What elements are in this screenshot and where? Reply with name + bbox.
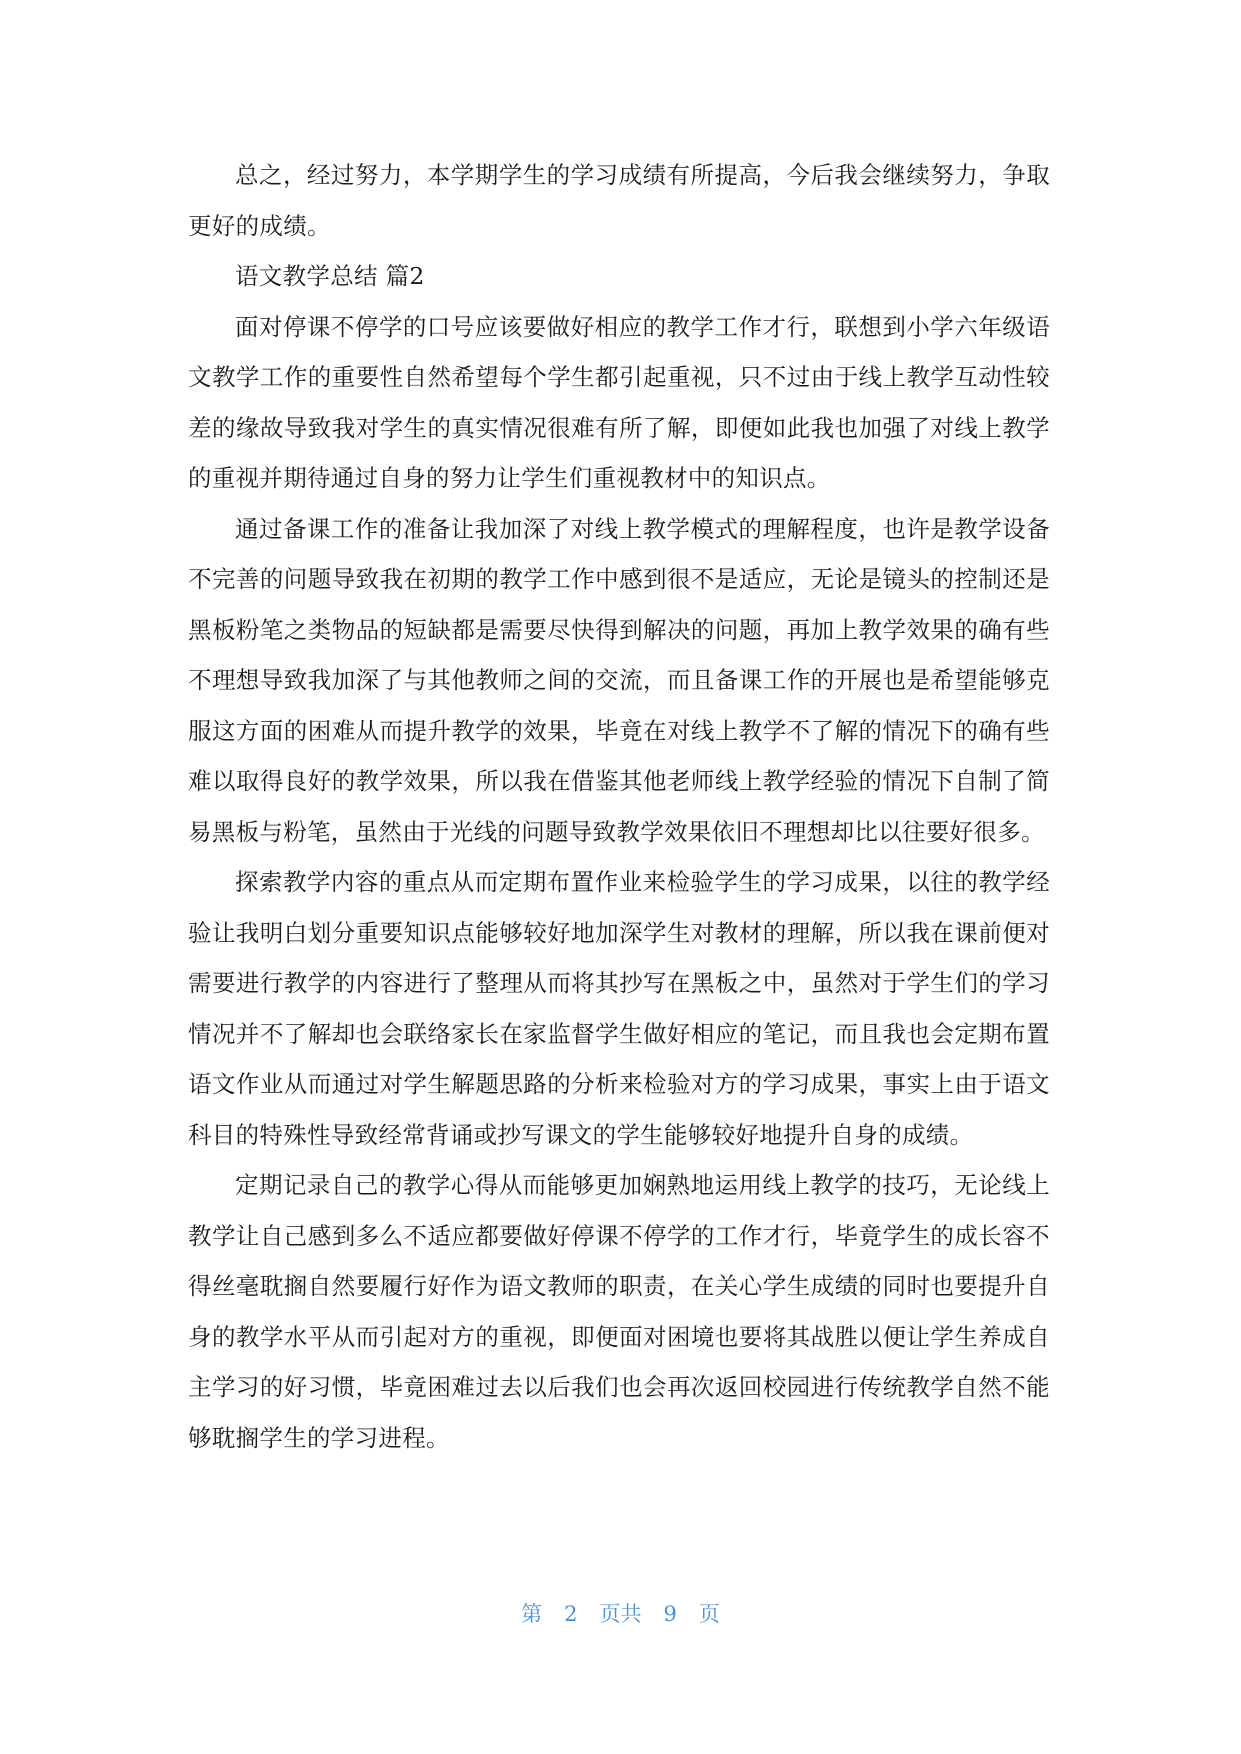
footer-suffix: 页 (698, 1602, 720, 1626)
footer-middle: 页共 (599, 1602, 642, 1626)
page-footer (0, 1598, 1241, 1628)
footer-total-pages: 9 (663, 1602, 677, 1626)
paragraph-lesson-prep: 通过备课工作的准备让我加深了对线上教学模式的理解程度，也许是教学设备不完善的问题导致我在初期的教学工作中感到很不是适应，无论是镜头的控制还是黑板粉笔之类物品的短缺都是需要尽快得到解决的问题，再加上教学效果的确有些不理想导致我加深了与其他教师之间的交流，而且备课工作的开展也是希望能够克服这方面的困难从而提升教学的效果，毕竟在对线上教学不了解的情况下的确有些难以取得良好的教学效果，所以我在借鉴其他老师线上教学经验的情况下自制了简易黑板与粉笔，虽然由于光线的问题导致教学效果依旧不理想却比以往要好很多。 (188, 514, 1050, 846)
paragraph-homework: 探索教学内容的重点从而定期布置作业来检验学生的学习成果，以往的教学经验让我明白划分重要知识点能够较好地加深学生对教材的理解，所以我在课前便对需要进行教学的内容进行了整理从而将其抄写在黑板之中，虽然对于学生们的学习情况并不了解却也会联络家长在家监督学生做好相应的笔记，而且我也会定期布置语文作业从而通过对学生解题思路的分析来检验对方的学习成果，事实上由于语文科目的特殊性导致经常背诵或抄写课文的学生能够较好地提升自身的成绩。 (188, 868, 1050, 1149)
document-body (188, 150, 1050, 1463)
paragraph-conclusion: 总之，经过努力，本学期学生的学习成绩有所提高，今后我会继续努力，争取更好的成绩。 (188, 161, 1050, 240)
paragraph-intro: 面对停课不停学的口号应该要做好相应的教学工作才行，联想到小学六年级语文教学工作的重要性自然希望每个学生都引起重视，只不过由于线上教学互动性较差的缘故导致我对学生的真实情况很难有所了解，即便如此我也加强了对线上教学的重视并期待通过自身的努力让学生们重视教材中的知识点。 (188, 312, 1050, 492)
paragraph-reflection: 定期记录自己的教学心得从而能够更加娴熟地运用线上教学的技巧，无论线上教学让自己感到多么不适应都要做好停课不停学的工作才行，毕竟学生的成长容不得丝毫耽搁自然要履行好作为语文教师的职责，在关心学生成绩的同时也要提升自身的教学水平从而引起对方的重视，即便面对困境也要将其战胜以便让学生养成自主学习的好习惯，毕竟困难过去以后我们也会再次返回校园进行传统教学自然不能够耽搁学生的学习进程。 (188, 1171, 1050, 1452)
footer-current-page: 2 (564, 1602, 578, 1626)
section-heading: 语文教学总结 篇2 (235, 262, 425, 290)
footer-prefix: 第 (521, 1602, 543, 1626)
